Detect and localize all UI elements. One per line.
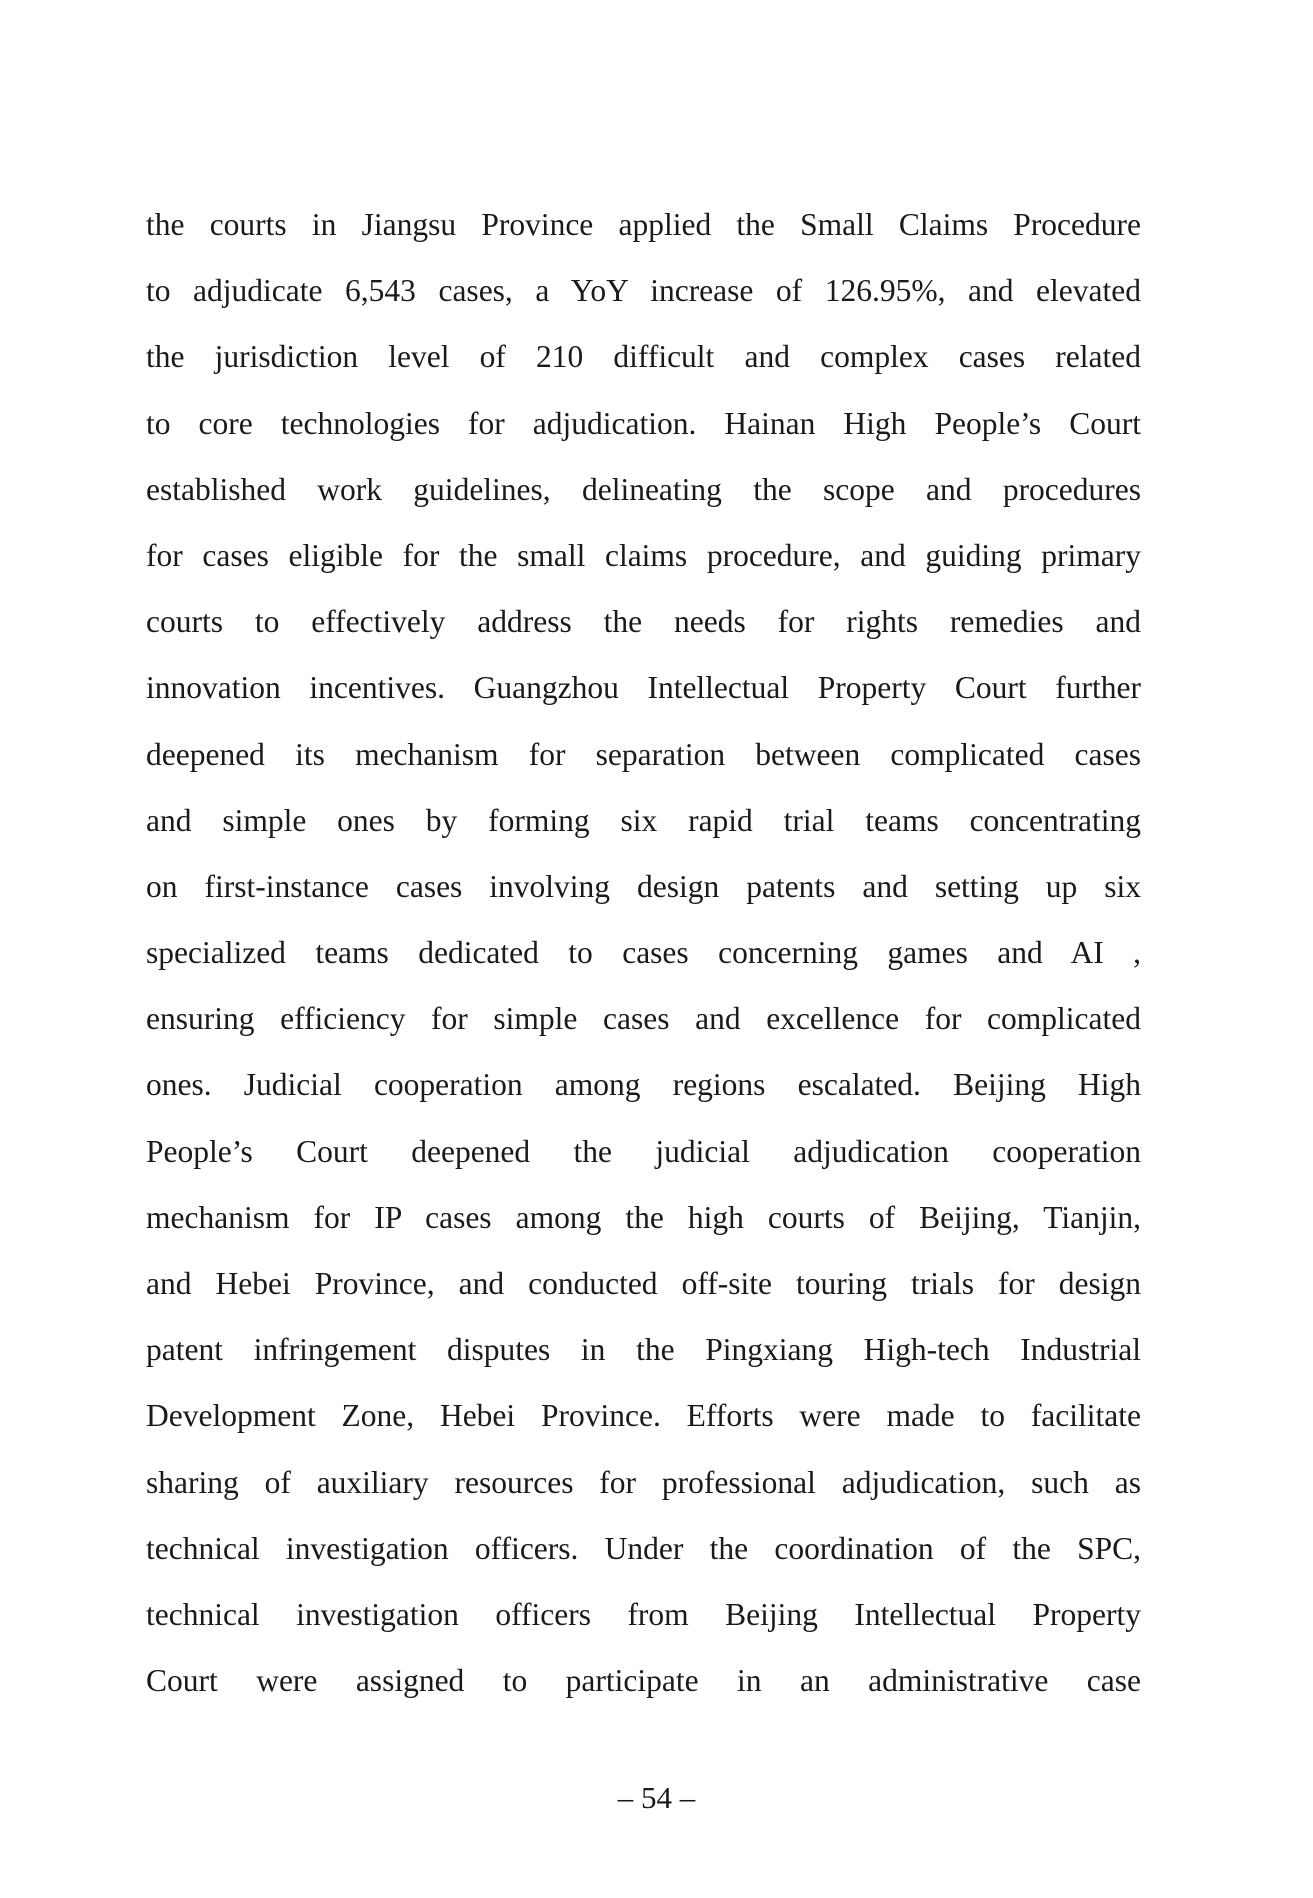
text-line-16: mechanism for IP cases among the high courts of Beijing, Tianjin,	[146, 1199, 1141, 1235]
text-line-1: the courts in Jiangsu Province applied the Small Claims Procedure	[146, 207, 1141, 242]
text-line-15: People’s Court deepened the judicial adjudication cooperation	[146, 1133, 1141, 1169]
text-line-18: patent infringement disputes in the Pingxiang High-tech Industrial	[146, 1332, 1141, 1368]
text-line-5: established work guidelines, delineating the scope and procedures	[146, 471, 1141, 507]
text-line-2: to adjudicate 6,543 cases, a YoY increase of 126.95%, and elevated	[146, 273, 1141, 309]
text-line-3: the jurisdiction level of 210 difficult and complex cases related	[146, 339, 1141, 375]
text-line-4: to core technologies for adjudication. Hainan High People’s Court	[146, 405, 1141, 441]
text-line-17: and Hebei Province, and conducted off-site touring trials for design	[146, 1266, 1141, 1301]
text-line-6: for cases eligible for the small claims procedure, and guiding primary	[146, 537, 1141, 573]
text-line-11: on first-instance cases involving design patents and setting up six	[146, 868, 1141, 904]
text-line-20: sharing of auxiliary resources for professional adjudication, such as	[146, 1464, 1141, 1500]
text-line-12: specialized teams dedicated to cases concerning games and AI ,	[146, 935, 1141, 971]
text-line-8: innovation incentives. Guangzhou Intellectual Property Court further	[146, 670, 1141, 706]
text-line-23: Court were assigned to participate in an administrative case	[146, 1663, 1141, 1699]
text-line-10: and simple ones by forming six rapid trial teams concentrating	[146, 802, 1141, 838]
text-line-19: Development Zone, Hebei Province. Efforts were made to facilitate	[146, 1398, 1141, 1434]
text-line-7: courts to effectively address the needs for rights remedies and	[146, 604, 1141, 640]
body-paragraph	[146, 192, 1141, 1714]
text-line-14: ones. Judicial cooperation among regions escalated. Beijing High	[146, 1067, 1141, 1103]
text-line-22: technical investigation officers from Beijing Intellectual Property	[146, 1596, 1141, 1632]
page-number: – 54 –	[617, 1780, 696, 1815]
text-line-21: technical investigation officers. Under the coordination of the SPC,	[146, 1530, 1141, 1566]
text-line-9: deepened its mechanism for separation between complicated cases	[146, 736, 1141, 772]
text-line-13: ensuring efficiency for simple cases and excellence for complicated	[146, 1001, 1141, 1037]
